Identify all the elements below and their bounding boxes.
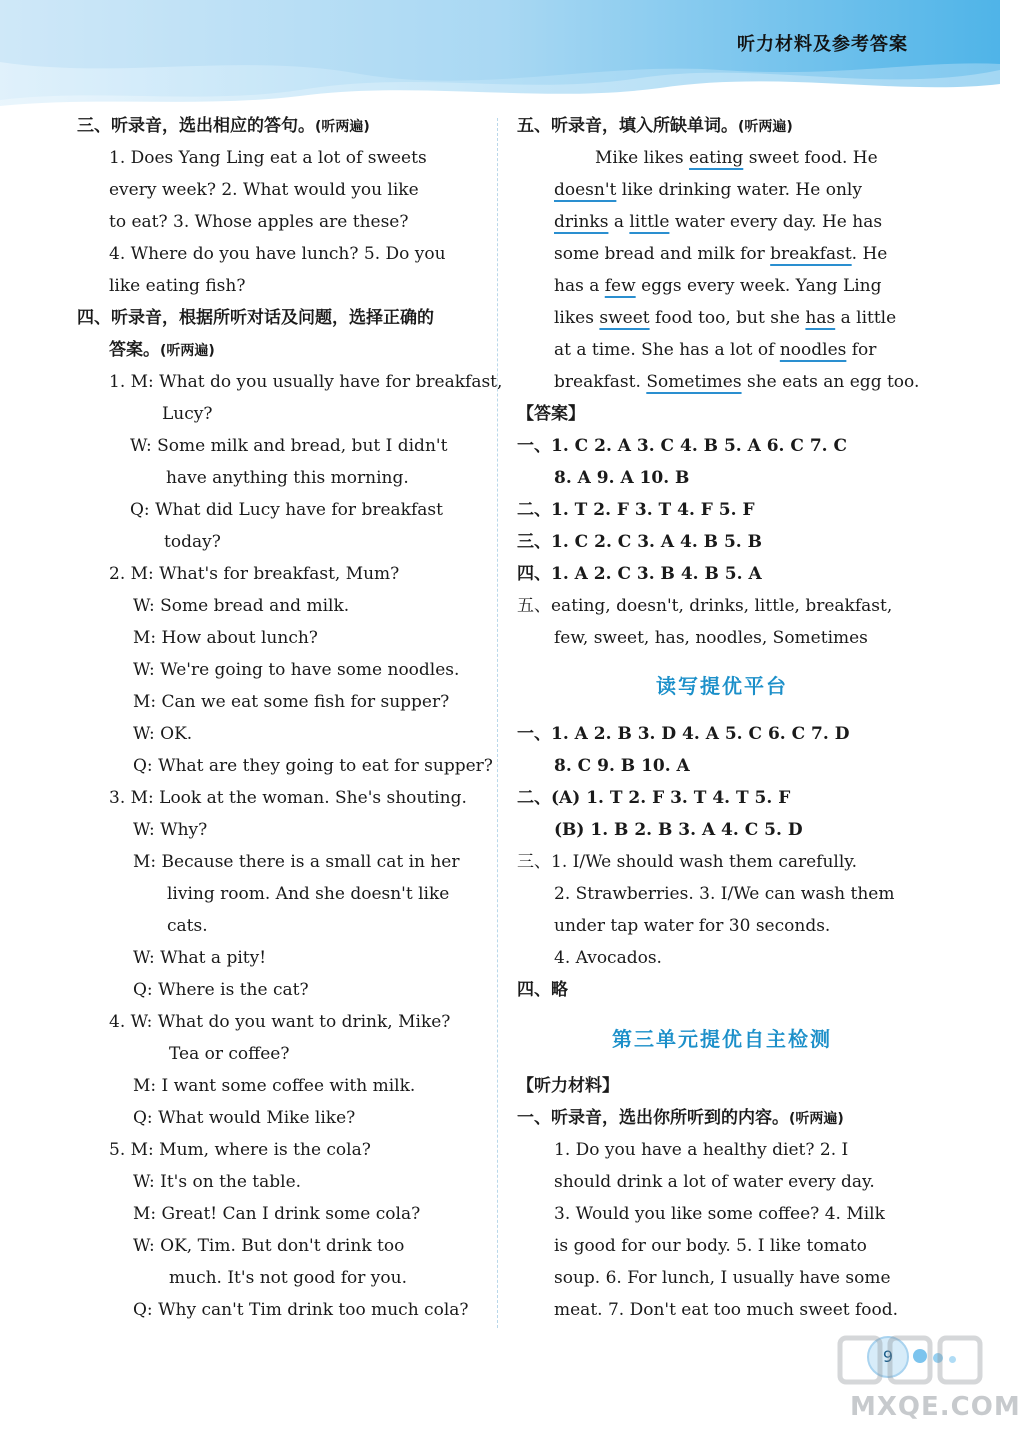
dialog-line: today? bbox=[164, 532, 221, 552]
dialog-line: Q: What are they going to eat for supper? bbox=[133, 756, 493, 776]
dialog-line: W: It's on the table. bbox=[133, 1172, 302, 1192]
dialog-line: W: We're going to have some noodles. bbox=[133, 660, 460, 680]
dialog-line: have anything this morning. bbox=[166, 468, 409, 488]
answer-line: (B) 1. B 2. B 3. A 4. C 5. D bbox=[554, 820, 803, 840]
dialog-line: much. It's not good for you. bbox=[169, 1268, 407, 1288]
answer-line: 三、1. C 2. C 3. A 4. B 5. B bbox=[517, 532, 762, 552]
filled-blank: drinks bbox=[554, 212, 609, 232]
filled-blank: sweet bbox=[599, 308, 650, 328]
dialog-line: cats. bbox=[167, 916, 208, 936]
unit3-section-1-heading: 一、听录音，选出你所听到的内容。(听两遍) bbox=[517, 1108, 844, 1128]
section-5-heading: 五、听录音，填入所缺单词。(听两遍) bbox=[517, 116, 793, 136]
dialog-line: 5. M: Mum, where is the cola? bbox=[109, 1140, 371, 1160]
answer-line: 四、略 bbox=[517, 980, 568, 1000]
dialog-line: living room. And she doesn't like bbox=[167, 884, 450, 904]
answer-line: 2. Strawberries. 3. I/We can wash them bbox=[554, 884, 895, 904]
dialog-line: M: Great! Can I drink some cola? bbox=[133, 1204, 421, 1224]
dialog-line: Lucy? bbox=[162, 404, 213, 424]
text-line: soup. 6. For lunch, I usually have some bbox=[554, 1268, 891, 1288]
platform-title: 读写提优平台 bbox=[656, 674, 788, 698]
text-line: should drink a lot of water every day. bbox=[554, 1172, 875, 1192]
text-line: 4. Where do you have lunch? 5. Do you bbox=[109, 244, 446, 264]
passage-line: some bread and milk for breakfast. He bbox=[554, 244, 888, 264]
answer-line: 一、1. A 2. B 3. D 4. A 5. C 6. C 7. D bbox=[517, 724, 850, 744]
passage-line: breakfast. Sometimes she eats an egg too. bbox=[554, 372, 920, 392]
answer-line: 4. Avocados. bbox=[554, 948, 662, 968]
filled-blank: noodles bbox=[779, 340, 847, 360]
dialog-line: W: Some milk and bread, but I didn't bbox=[130, 436, 448, 456]
answer-line: under tap water for 30 seconds. bbox=[554, 916, 831, 936]
answer-line: 五、eating, doesn't, drinks, little, breakfast, bbox=[517, 596, 893, 616]
dialog-line: W: Why? bbox=[133, 820, 208, 840]
section-4-heading-cont: 答案。(听两遍) bbox=[109, 340, 215, 360]
text-line: like eating fish? bbox=[109, 276, 246, 296]
filled-blank: doesn't bbox=[554, 180, 617, 200]
passage-line: drinks a little water every day. He has bbox=[554, 212, 883, 232]
header-title: 听力材料及参考答案 bbox=[737, 34, 908, 55]
text-line: 3. Would you like some coffee? 4. Milk bbox=[554, 1204, 885, 1224]
text-line: is good for our body. 5. I like tomato bbox=[554, 1236, 867, 1256]
dialog-line: M: Can we eat some fish for supper? bbox=[133, 692, 450, 712]
passage-line: likes sweet food too, but she has a little bbox=[554, 308, 897, 328]
filled-blank: Sometimes bbox=[646, 372, 742, 392]
watermark-text: MXQE.COM bbox=[850, 1392, 1021, 1422]
answer-line: 一、1. C 2. A 3. C 4. B 5. A 6. C 7. C bbox=[517, 436, 848, 456]
text-line: 1. Do you have a healthy diet? 2. I bbox=[554, 1140, 849, 1160]
section-3-heading: 三、听录音，选出相应的答句。(听两遍) bbox=[77, 116, 370, 136]
answer-line: 8. A 9. A 10. B bbox=[554, 468, 690, 488]
dialog-line: 2. M: What's for breakfast, Mum? bbox=[109, 564, 400, 584]
dialog-line: M: I want some coffee with milk. bbox=[133, 1076, 416, 1096]
page-number: 9 bbox=[867, 1336, 909, 1378]
dialog-line: Q: What did Lucy have for breakfast bbox=[130, 500, 443, 520]
dialog-line: 4. W: What do you want to drink, Mike? bbox=[109, 1012, 451, 1032]
answer-line: 8. C 9. B 10. A bbox=[554, 756, 690, 776]
passage-line: doesn't like drinking water. He only bbox=[554, 180, 862, 200]
text-line: every week? 2. What would you like bbox=[109, 180, 419, 200]
answer-line: few, sweet, has, noodles, Sometimes bbox=[554, 628, 868, 648]
answer-line: 二、(A) 1. T 2. F 3. T 4. T 5. F bbox=[517, 788, 791, 808]
answer-line: 三、1. I/We should wash them carefully. bbox=[517, 852, 858, 872]
column-divider bbox=[497, 118, 498, 1328]
passage-line: at a time. She has a lot of noodles for bbox=[554, 340, 877, 360]
dialog-line: Q: Why can't Tim drink too much cola? bbox=[133, 1300, 469, 1320]
text-line: 1. Does Yang Ling eat a lot of sweets bbox=[109, 148, 427, 168]
text-line: to eat? 3. Whose apples are these? bbox=[109, 212, 409, 232]
dialog-line: M: Because there is a small cat in her bbox=[133, 852, 460, 872]
dialog-line: W: What a pity! bbox=[133, 948, 267, 968]
answers-label: 【答案】 bbox=[517, 404, 585, 424]
dialog-line: Tea or coffee? bbox=[169, 1044, 290, 1064]
dialog-line: 1. M: What do you usually have for breakfast, bbox=[109, 372, 503, 392]
passage-line: has a few eggs every week. Yang Ling bbox=[554, 276, 882, 296]
listening-material-label: 【听力材料】 bbox=[517, 1076, 619, 1096]
dialog-line: Q: Where is the cat? bbox=[133, 980, 309, 1000]
filled-blank: has bbox=[805, 308, 836, 328]
text-line: meat. 7. Don't eat too much sweet food. bbox=[554, 1300, 899, 1320]
dialog-line: 3. M: Look at the woman. She's shouting. bbox=[109, 788, 467, 808]
filled-blank: eating bbox=[688, 148, 744, 168]
answer-line: 四、1. A 2. C 3. B 4. B 5. A bbox=[517, 564, 762, 584]
dialog-line: W: OK. bbox=[133, 724, 193, 744]
filled-blank: little bbox=[629, 212, 670, 232]
section-4-heading: 四、听录音，根据所听对话及问题，选择正确的 bbox=[77, 308, 434, 328]
filled-blank: few bbox=[604, 276, 636, 296]
unit3-title: 第三单元提优自主检测 bbox=[612, 1027, 832, 1051]
dialog-line: M: How about lunch? bbox=[133, 628, 318, 648]
dialog-line: W: OK, Tim. But don't drink too bbox=[133, 1236, 405, 1256]
dialog-line: W: Some bread and milk. bbox=[133, 596, 350, 616]
passage-line: Mike likes eating sweet food. He bbox=[595, 148, 878, 168]
dialog-line: Q: What would Mike like? bbox=[133, 1108, 356, 1128]
filled-blank: breakfast bbox=[770, 244, 852, 264]
answer-line: 二、1. T 2. F 3. T 4. F 5. F bbox=[517, 500, 755, 520]
